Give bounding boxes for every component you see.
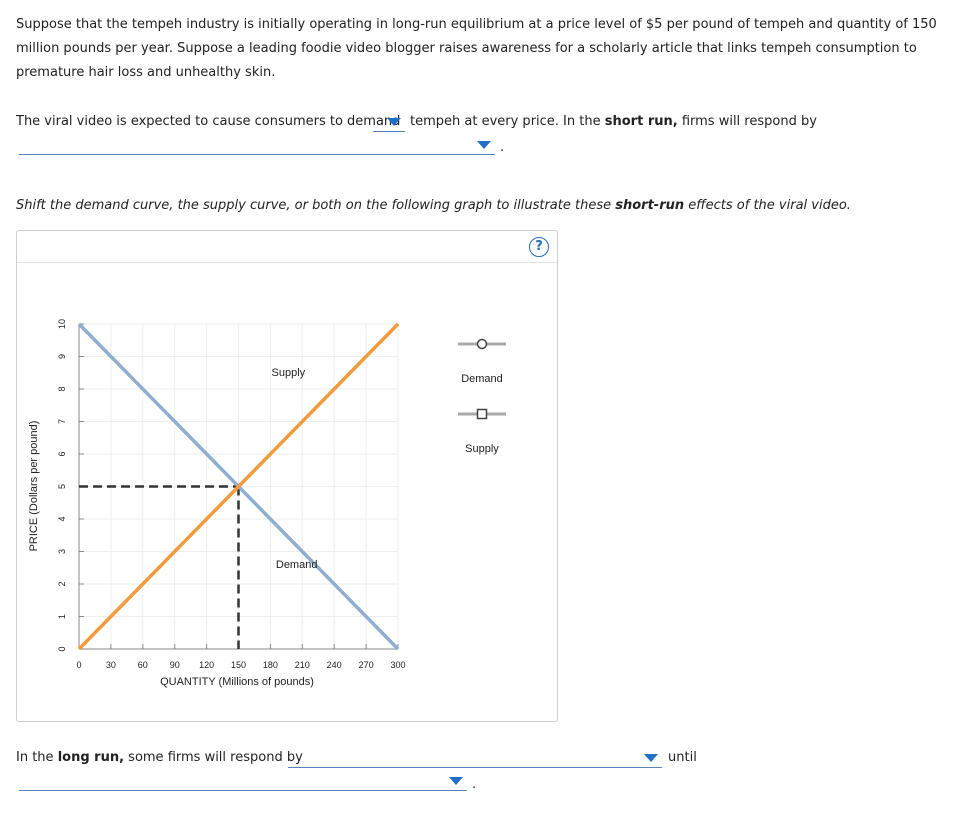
q2-period: . — [472, 777, 477, 792]
y-tick-label: 9 — [57, 353, 67, 360]
q1-period: . — [500, 140, 505, 155]
intro-paragraph: Suppose that the tempeh industry is initially operating in long-run equilibrium at a price level of $5 per pound of tempeh and quantity of 150 million pounds per year. Suppose a leading foodie video blogger raises awareness for a scholarly article that links tempeh consumption to premature hair loss and unhealthy skin. — [16, 17, 937, 80]
q1-text-after-post: firms will respond by — [681, 114, 817, 129]
legend[interactable] — [458, 340, 506, 456]
y-tick-label: 10 — [57, 318, 67, 330]
x-axis-label: QUANTITY (Millions of pounds) — [160, 676, 314, 688]
q1-sentence-rest — [410, 113, 817, 131]
x-tick-label: 30 — [105, 660, 116, 670]
x-tick-label: 0 — [76, 660, 82, 670]
x-tick-label: 240 — [326, 660, 342, 670]
x-tick-label: 300 — [390, 660, 406, 670]
x-tick-label: 210 — [294, 660, 310, 670]
x-tick-label: 120 — [199, 660, 215, 670]
x-tick-label: 150 — [230, 660, 247, 670]
y-tick-label: 4 — [57, 516, 67, 522]
long-run-outcome-dropdown[interactable] — [19, 772, 467, 791]
legend-item-supply[interactable] — [458, 410, 506, 456]
y-tick-label: 2 — [57, 581, 67, 587]
short-run-response-dropdown[interactable] — [19, 136, 495, 155]
q1-text-before: The viral video is expected to cause consumers to demand — [16, 114, 401, 129]
curve-labels — [272, 367, 318, 571]
graph-panel — [16, 230, 558, 722]
supply-demand-graph[interactable] — [17, 231, 557, 721]
y-tick-label: 6 — [57, 451, 67, 457]
square-marker-icon — [478, 410, 487, 419]
q2-sentence: In the long run, some firms will respond by — [16, 750, 303, 765]
chevron-down-icon — [477, 141, 491, 149]
circle-marker-icon — [478, 340, 487, 349]
x-tick-label: 180 — [262, 660, 278, 670]
q1-bold: short run, — [604, 114, 678, 129]
help-icon[interactable]: ? — [529, 237, 549, 257]
y-tick-label: 0 — [57, 646, 67, 652]
demand-change-dropdown[interactable] — [373, 113, 405, 132]
chevron-down-icon — [449, 777, 463, 785]
x-tick-label: 60 — [137, 660, 148, 670]
y-tick-label: 1 — [57, 613, 67, 620]
x-tick-label: 90 — [169, 660, 180, 670]
y-tick-label: 3 — [57, 548, 67, 555]
graph-instruction: Shift the demand curve, the supply curve, or both on the following graph to illustrate these short-run effects of the viral video. — [16, 198, 851, 213]
y-tick-label: 5 — [57, 483, 67, 490]
legend-label: Demand — [461, 373, 503, 385]
chevron-down-icon — [387, 118, 401, 126]
q1-text-after-pre: tempeh at every price. In the — [410, 114, 601, 129]
legend-item-demand[interactable] — [458, 340, 506, 386]
y-tick-label: 8 — [57, 386, 67, 392]
chevron-down-icon — [644, 754, 658, 762]
supply-curve-label: Supply — [271, 367, 306, 379]
q2-until: until — [668, 750, 697, 765]
y-tick-label: 7 — [57, 418, 67, 425]
demand-curve-label: Demand — [275, 558, 318, 571]
legend-label: Supply — [465, 443, 499, 455]
x-tick-label: 270 — [358, 660, 374, 670]
long-run-response-dropdown[interactable] — [288, 749, 662, 768]
y-axis-label: PRICE (Dollars per pound) — [28, 420, 40, 552]
q1-sentence — [16, 113, 400, 131]
